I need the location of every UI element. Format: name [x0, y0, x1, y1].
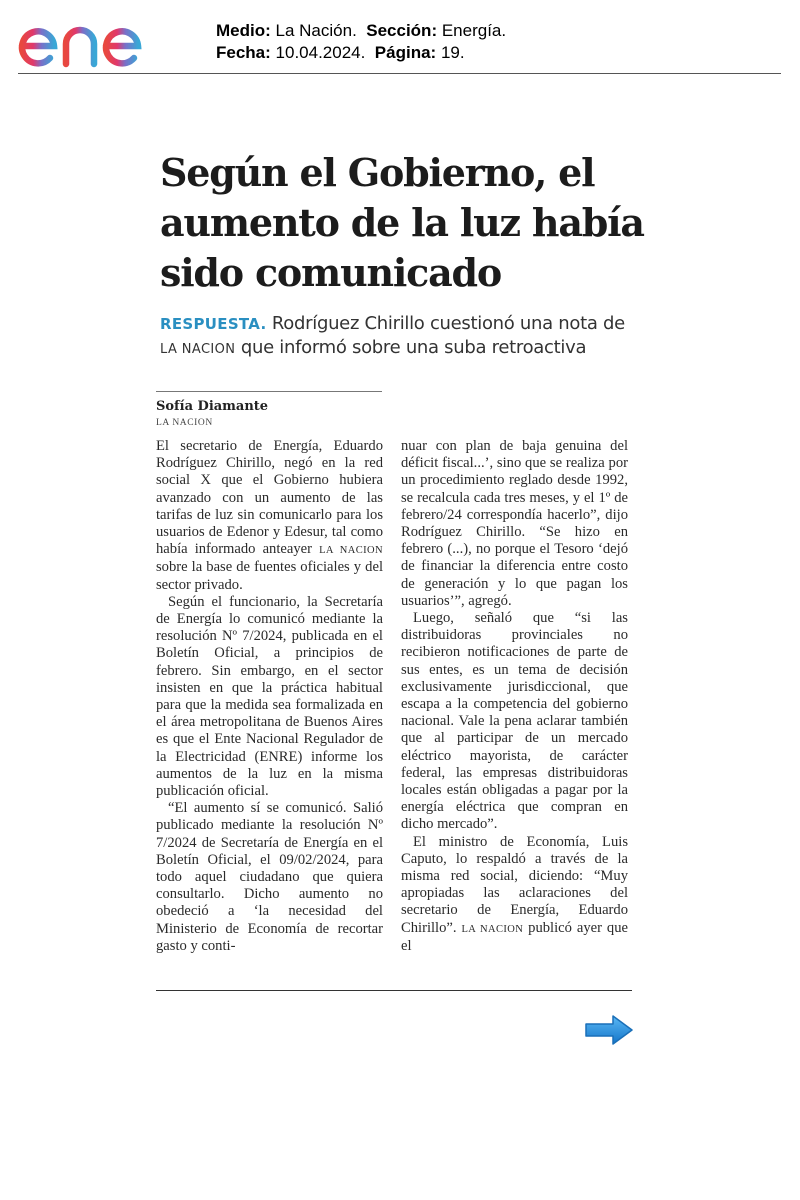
paragraph-text: sobre la base de fuentes oficiales y del sector privado. [156, 559, 383, 593]
seccion-value: Energía. [441, 21, 507, 40]
paragraph [401, 834, 628, 955]
outlet-mention: LA NACION [319, 545, 383, 557]
article-deck [160, 312, 640, 361]
article-column-1 [156, 438, 383, 955]
paragraph-text: El secretario de Energía, Eduardo Rodríguez Chirillo, negó en la red social X que el Gobierno hubiera avanzado con un aumento de las tarifas de luz sin comunicarlo para los usuarios de Edenor y Edesur, tal como había informado anteayer [156, 438, 383, 558]
paragraph: Luego, señaló que “si las distribuidoras provinciales no recibieron notificaciones de parte de sus entes, es un tema de decisión exclusivamente jurisdiccional, que escapa a la competencia del gobierno nacional. Vale la pena aclarar también que al participar de un mercado eléctrico mayorista, de carácter federal, las empresas distribuidoras locales están obligadas a pagar por la energía eléctrica que compran en dicho mercado”. [401, 610, 628, 833]
author-name: Sofía Diamante [156, 399, 269, 414]
fecha-value: 10.04.2024. [275, 43, 366, 62]
clipping-meta [216, 20, 506, 64]
article-column-2 [401, 438, 628, 955]
seccion-label: Sección: [366, 21, 438, 40]
medio-label: Medio: [216, 21, 271, 40]
byline-divider [156, 391, 382, 392]
deck-text-2: que informó sobre una suba retroactiva [235, 337, 587, 358]
pagina-value: 19. [440, 43, 465, 62]
medio-value: La Nación. [275, 21, 357, 40]
paragraph: “El aumento sí se comunicó. Salió publicado mediante la resolución Nº 7/2024 de Secretaría de Energía en el Boletín Oficial, el 09/02/2024, para todo aquel ciudadano que quiera consultarlo. Dicho aumento no obedeció a ‘la necesidad del Ministerio de Economía de recortar gasto y conti- [156, 800, 383, 954]
paragraph-text: El ministro de Economía, Luis Caputo, lo respaldó a través de la misma red social, diciendo: “Muy apropiadas las aclaraciones del secretario de Energía, Eduardo Chirillo”. [401, 833, 628, 936]
paragraph-text: publicó ayer que el [401, 919, 628, 954]
header-divider [18, 73, 781, 74]
deck-kicker: RESPUESTA. [160, 315, 267, 333]
fecha-label: Fecha: [216, 43, 271, 62]
paragraph: nuar con plan de baja genuina del déficit fiscal...’, sino que se realiza por un procedimiento reglado desde 1992, se recalcula cada tres meses, y el 1º de febrero/24 correspondía hacerlo”, dijo Rodríguez Chirillo. “Se hizo en febrero (...), no porque el Tesoro ‘dejó de financiar la diferencia entre costo de generación y lo que pagan los usuarios’”, agregó. [401, 438, 628, 609]
paragraph: Según el funcionario, la Secretaría de Energía lo comunicó mediante la resolución Nº 7/2024, publicada en el Boletín Oficial, a principios de febrero. Sin embargo, en el sector insisten en que la práctica habitual para que la medida sea formalizada en el área metropolitana de Buenos Aires es que el Ente Nacional Regulador de la Electricidad (ENRE) informe los aumentos de la luz en la misma publicación oficial. [156, 593, 383, 800]
deck-outlet: LA NACION [160, 342, 236, 357]
clipping-header [0, 0, 800, 80]
arrow-right-icon[interactable] [583, 1013, 635, 1047]
paragraph [156, 438, 383, 594]
pagina-label: Página: [374, 43, 437, 62]
article-bottom-rule [156, 990, 632, 991]
deck-text-1: Rodríguez Chirillo cuestionó una nota de [266, 313, 625, 334]
enel-logo [14, 6, 184, 72]
article-headline: Según el Gobierno, el aumento de la luz había sido comunicado [160, 150, 644, 295]
author-outlet: LA NACION [156, 418, 213, 428]
outlet-mention: LA NACION [461, 923, 524, 935]
